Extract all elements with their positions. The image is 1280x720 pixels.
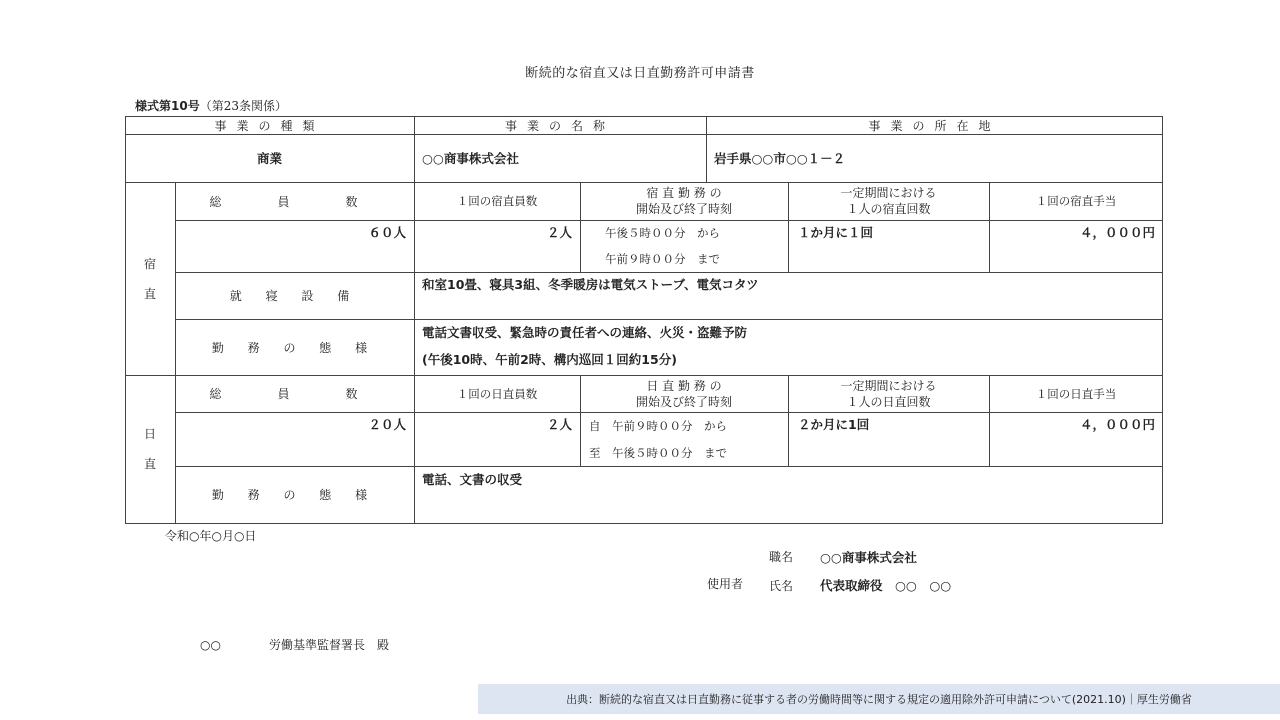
- position-label: 職名: [769, 550, 794, 564]
- name-label: 氏名: [769, 579, 794, 593]
- night-duty-label-1: 宿: [143, 256, 156, 271]
- night-staff-per-shift: ２人: [546, 225, 572, 240]
- business-location: 岩手県○○市○○１－２: [714, 151, 846, 166]
- night-total-staff: ６０人: [368, 225, 406, 240]
- night-duty-description-line2: (午後10時、午前2時、構内巡回１回約15分): [422, 352, 677, 367]
- night-allowance: ４，０００円: [1079, 225, 1155, 240]
- day-col-total-staff: 総 員 数: [209, 387, 380, 401]
- day-total-staff: ２０人: [368, 417, 406, 432]
- day-col-time-line1: 日 直 勤 務 の: [646, 378, 722, 393]
- day-col-time: [580, 375, 788, 412]
- night-col-time-line2: 開始及び終了時刻: [635, 202, 732, 216]
- addressee-title: 労働基準監督署長 殿: [268, 638, 389, 652]
- night-end-time: 午前９時００分 まで: [605, 252, 720, 266]
- night-duty-description-label: 勤 務 の 態 様: [211, 340, 378, 355]
- night-duty-description-line1: 電話文書収受、緊急時の責任者への連絡、火災・盗難予防: [422, 325, 748, 340]
- day-allowance: ４，０００円: [1079, 417, 1155, 432]
- addressee: [200, 636, 389, 653]
- day-duty-description-label: 勤 務 の 態 様: [211, 488, 378, 502]
- night-col-count: [788, 182, 989, 220]
- night-col-total-staff: 総 員 数: [209, 194, 380, 209]
- day-col-count-line2: １人の日直回数: [846, 394, 931, 409]
- day-col-allowance: １回の日直手当: [1035, 386, 1117, 401]
- day-staff-per-shift: ２人: [546, 417, 572, 432]
- document-title: 断続的な宿直又は日直勤務許可申請書: [525, 66, 755, 81]
- day-col-staff-per-shift: １回の日直員数: [456, 386, 538, 401]
- form-number: [135, 97, 287, 114]
- night-col-count-line2: １人の宿直回数: [846, 202, 931, 216]
- day-col-count-line1: 一定期間における: [840, 378, 937, 393]
- form-article: （第23条関係）: [199, 99, 287, 113]
- business-type: 商業: [256, 151, 282, 166]
- day-duty-label-1: 日: [143, 427, 156, 441]
- day-duty-description-line1: 電話、文書の収受: [422, 472, 523, 487]
- night-frequency: １か月に１回: [798, 225, 874, 240]
- day-duty-label-2: 直: [143, 457, 156, 471]
- position-value: ○○商事株式会社: [820, 550, 917, 565]
- name-value: 代表取締役 ○○ ○○: [820, 578, 952, 593]
- day-frequency: ２か月に1回: [798, 417, 870, 432]
- sleep-facility: 和室10畳、寝具3組、冬季暖房は電気ストーブ、電気コタツ: [422, 277, 759, 292]
- header-type-of-business: 事業の種類: [214, 118, 325, 133]
- form-number-label: 様式第10号: [135, 99, 200, 113]
- application-date: 令和○年○月○日: [165, 529, 257, 543]
- night-duty-label: [125, 182, 175, 375]
- day-start-time: 自 午前９時００分 から: [589, 418, 727, 433]
- night-col-count-line1: 一定期間における: [840, 186, 937, 200]
- addressee-office: ○○: [200, 638, 221, 652]
- day-col-count: [788, 375, 989, 412]
- day-end-time: 至 午後５時００分 まで: [589, 445, 727, 460]
- header-business-location: 事業の所在地: [868, 118, 1001, 133]
- day-duty-label: [125, 375, 175, 523]
- source-citation: 出典：断続的な宿直又は日直勤務に従事する者の労働時間等に関する規定の適用除外許可申請について(2021.10)｜厚生労働省: [478, 684, 1280, 714]
- sleep-facility-label: 就 寝 設 備: [229, 289, 360, 303]
- night-start-time: 午後５時００分 から: [605, 226, 720, 240]
- night-col-time: [580, 182, 788, 220]
- night-col-time-line1: 宿 直 勤 務 の: [646, 186, 722, 200]
- application-table: [125, 116, 1163, 524]
- user-label: 使用者: [707, 577, 744, 591]
- night-col-allowance: １回の宿直手当: [1035, 194, 1117, 208]
- business-name: ○○商事株式会社: [422, 151, 519, 166]
- night-duty-label-2: 直: [143, 286, 156, 301]
- header-business-name: 事業の名称: [504, 118, 615, 133]
- night-col-staff-per-shift: １回の宿直員数: [456, 194, 538, 208]
- day-col-time-line2: 開始及び終了時刻: [635, 394, 732, 409]
